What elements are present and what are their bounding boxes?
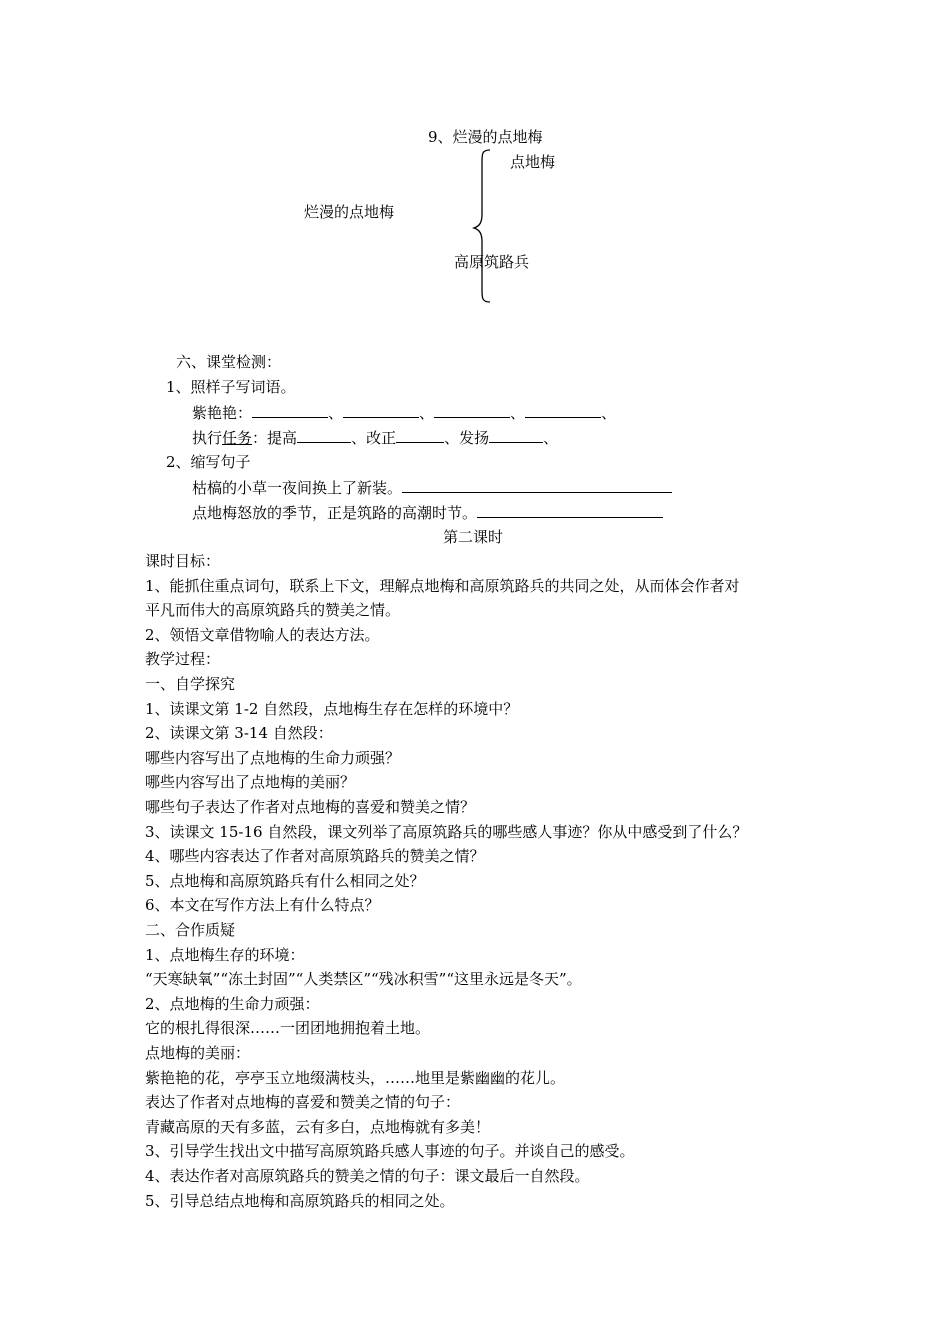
line2-word-1: 提高 [267, 429, 298, 447]
test-q2-sentence-2 [192, 502, 663, 523]
lesson2-line: 6、本文在写作方法上有什么特点？ [145, 896, 380, 914]
lesson2-line: 3、读课文 15-16 自然段，课文列举了高原筑路兵的哪些感人事迹？你从中感受到了什么？ [145, 823, 748, 841]
curly-brace-icon [470, 148, 494, 304]
test-heading: 六、课堂检测： [176, 353, 282, 371]
test-q1-line1-label: 紫艳艳： [192, 404, 253, 422]
lesson2-line: 1、点地梅生存的环境： [145, 946, 305, 964]
lesson2-line: 1、读课文第 1-2 自然段，点地梅生存在怎样的环境中？ [145, 700, 519, 718]
lesson2-line: 二、合作质疑 [145, 921, 236, 939]
test-q1-line1 [192, 402, 616, 423]
test-q1: 1、照样子写词语。 [166, 378, 296, 396]
lesson2-line: 5、引导总结点地梅和高原筑路兵的相同之处。 [145, 1192, 455, 1210]
test-q2: 2、缩写句子 [166, 453, 251, 471]
separator: 、 [510, 404, 526, 422]
answer-blank[interactable] [343, 402, 419, 418]
lesson2-line: “天寒缺氧”“冻土封固”“人类禁区”“残冰积雪”“这里永远是冬天”。 [145, 970, 582, 988]
lesson2-line: 3、引导学生找出文中描写高原筑路兵感人事迹的句子。并谈自己的感受。 [145, 1142, 635, 1160]
answer-blank[interactable] [477, 502, 663, 518]
answer-blank[interactable] [434, 402, 510, 418]
board-branch-top: 点地梅 [510, 153, 556, 171]
sentence-text: 枯槁的小草一夜间换上了新装。 [192, 479, 403, 497]
lesson2-line: 青藏高原的天有多蓝，云有多白，点地梅就有多美！ [145, 1118, 491, 1136]
lesson2-line: 平凡而伟大的高原筑路兵的赞美之情。 [145, 601, 401, 619]
lesson2-line: 哪些内容写出了点地梅的美丽？ [145, 773, 356, 791]
lesson2-line: 紫艳艳的花，亭亭玉立地缀满枝头，……地里是紫幽幽的花儿。 [145, 1069, 566, 1087]
lesson2-line: 教学过程： [145, 650, 221, 668]
line2-word-3: 、发扬 [444, 429, 490, 447]
answer-blank[interactable] [525, 402, 601, 418]
lesson2-line: 点地梅的美丽： [145, 1044, 251, 1062]
test-q1-line2 [192, 427, 558, 448]
lesson2-line: 5、点地梅和高原筑路兵有什么相同之处？ [145, 872, 425, 890]
line2-word-2: 、改正 [351, 429, 397, 447]
lesson2-line: 2、点地梅的生命力顽强： [145, 995, 320, 1013]
lesson2-line: 课时目标： [145, 552, 221, 570]
lesson2-line: 它的根扎得很深……一团团地拥抱着土地。 [145, 1019, 431, 1037]
separator: 、 [419, 404, 435, 422]
answer-blank[interactable] [396, 427, 444, 443]
separator: 、 [328, 404, 344, 422]
answer-blank[interactable] [252, 402, 328, 418]
board-root: 烂漫的点地梅 [304, 203, 395, 221]
lesson2-title: 第二课时 [443, 528, 504, 546]
lesson2-line: 哪些内容写出了点地梅的生命力顽强？ [145, 749, 401, 767]
lesson2-line: 4、表达作者对高原筑路兵的赞美之情的句子：课文最后一自然段。 [145, 1167, 590, 1185]
line2-task-underlined: 任务 [222, 429, 253, 447]
board-branch-bottom: 高原筑路兵 [454, 253, 530, 271]
line2-prefix: 执行 [192, 429, 223, 447]
lesson2-line: 1、能抓住重点词句，联系上下文，理解点地梅和高原筑路兵的共同之处，从而体会作者对 [145, 577, 740, 595]
lesson2-line: 表达了作者对点地梅的喜爱和赞美之情的句子： [145, 1093, 461, 1111]
lesson2-line: 2、读课文第 3-14 自然段： [145, 724, 333, 742]
lesson2-line: 2、领悟文章借物喻人的表达方法。 [145, 626, 380, 644]
line2-colon: ： [252, 429, 268, 447]
lesson2-line: 哪些句子表达了作者对点地梅的喜爱和赞美之情？ [145, 798, 476, 816]
answer-blank[interactable] [402, 477, 672, 493]
lesson2-line: 4、哪些内容表达了作者对高原筑路兵的赞美之情？ [145, 847, 485, 865]
answer-blank[interactable] [489, 427, 543, 443]
lesson2-line: 一、自学探究 [145, 675, 236, 693]
line2-end: 、 [543, 429, 559, 447]
board-title: 9、烂漫的点地梅 [428, 128, 543, 146]
sentence-text: 点地梅怒放的季节，正是筑路的高潮时节。 [192, 504, 478, 522]
test-q2-sentence-1 [192, 477, 672, 498]
answer-blank[interactable] [297, 427, 351, 443]
separator: 、 [601, 404, 617, 422]
